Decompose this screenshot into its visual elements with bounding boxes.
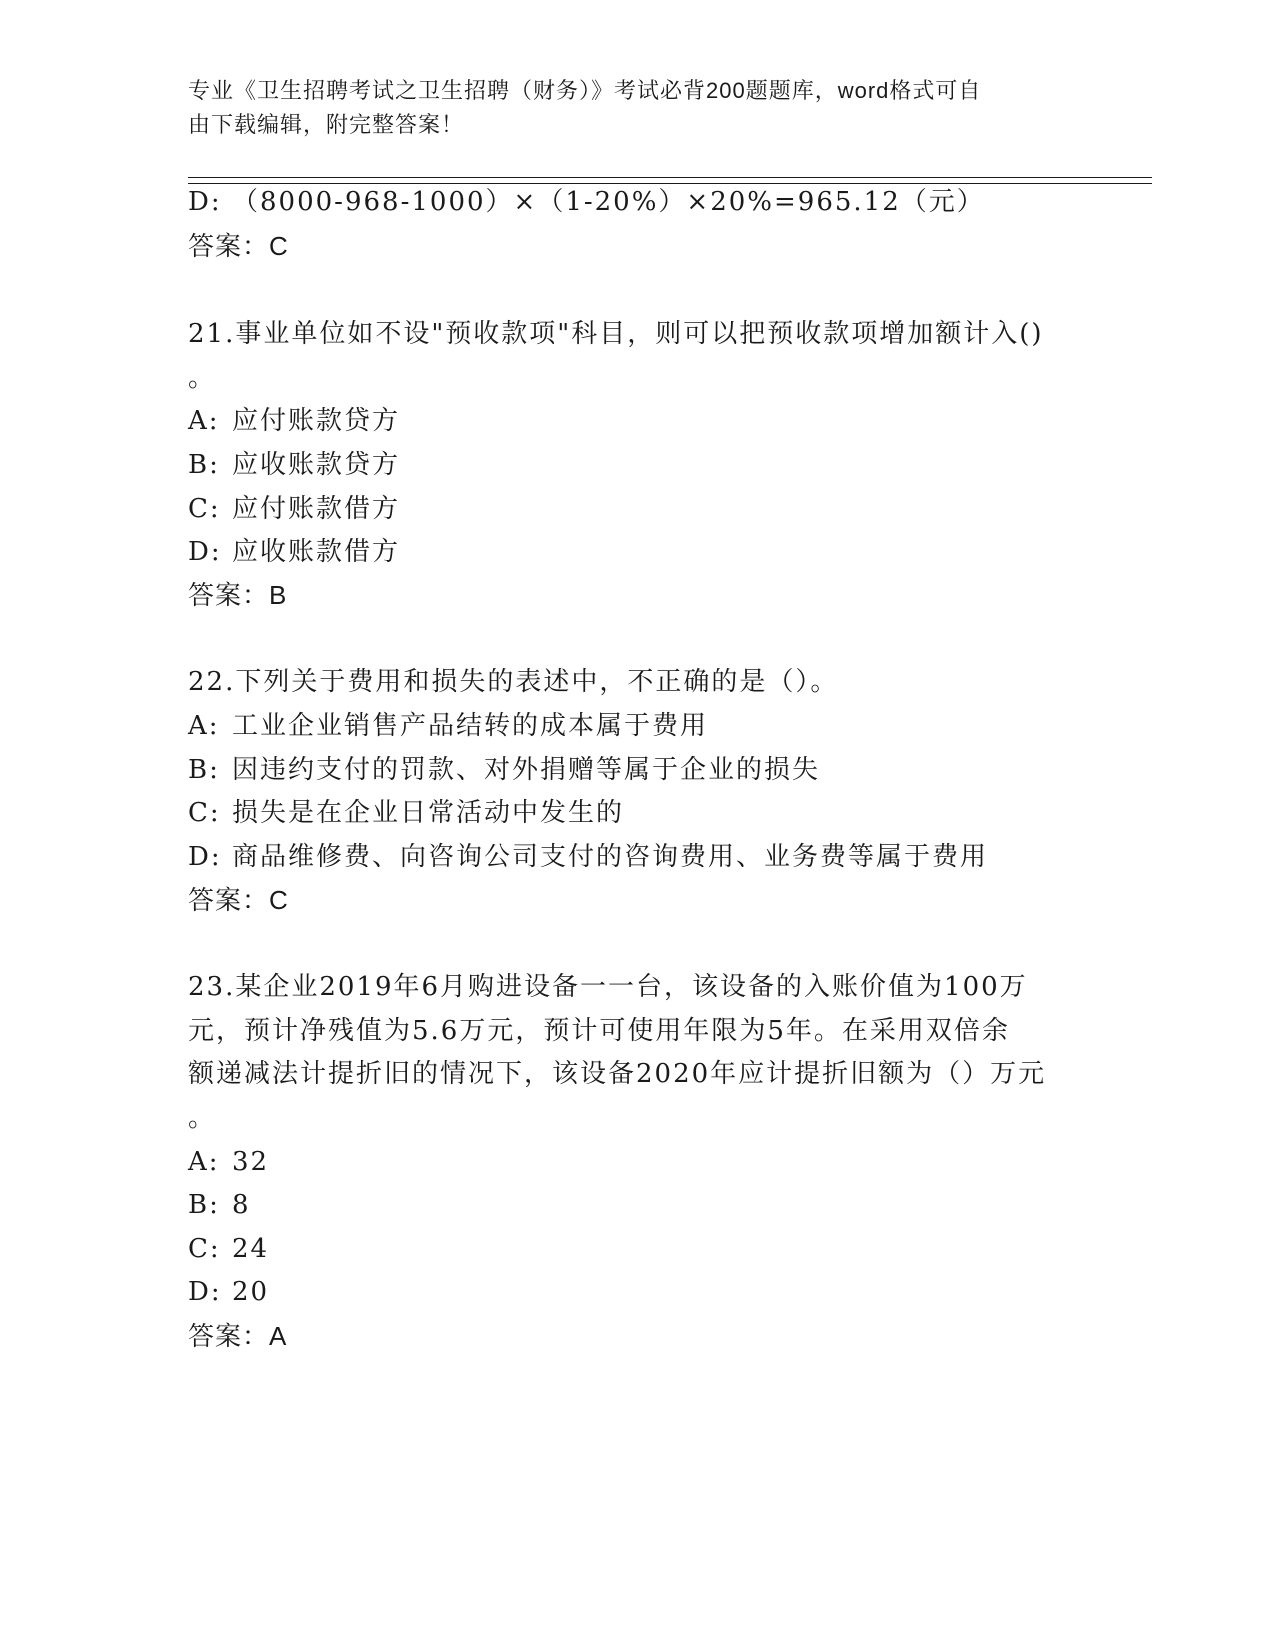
q22-option-c <box>188 798 624 828</box>
option-label: A: <box>188 1147 220 1177</box>
q21-stem-line-1: 21.事业单位如不设"预收款项"科目，则可以把预收款项增加额计入() <box>188 319 1044 349</box>
header-rule-top <box>188 177 1152 178</box>
q21-option-b-text: 应收账款贷方 <box>232 450 401 480</box>
header-title-line-1: 专业《卫生招聘考试之卫生招聘（财务）》考试必背200题题库，word格式可自 <box>188 78 982 103</box>
option-label: C: <box>188 798 221 828</box>
q22-option-d-text: 商品维修费、向咨询公司支付的咨询费用、业务费等属于费用 <box>232 842 989 872</box>
option-label: D: <box>188 537 222 567</box>
header-rule-bottom <box>188 183 1152 184</box>
q23-stem-line-3: 额递减法计提折旧的情况下，该设备2020年应计提折旧额为（）万元 <box>188 1059 1047 1089</box>
q21-option-c-text: 应付账款借方 <box>232 494 401 524</box>
prev-option-d <box>188 187 985 217</box>
q23-option-b-text: 8 <box>232 1190 251 1220</box>
q22-option-b-text: 因违约支付的罚款、对外捐赠等属于企业的损失 <box>232 755 821 785</box>
option-label: D: <box>188 842 222 872</box>
prev-answer: 答案：C <box>188 231 289 261</box>
q23-option-a <box>188 1147 269 1177</box>
option-label: C: <box>188 494 221 524</box>
q23-option-c <box>188 1234 269 1264</box>
q21-option-d-text: 应收账款借方 <box>232 537 401 567</box>
q21-option-d <box>188 537 400 567</box>
q22-answer: 答案：C <box>188 885 289 915</box>
option-label: B: <box>188 1190 220 1220</box>
option-label: D: <box>188 1277 222 1307</box>
q22-option-a <box>188 711 708 741</box>
q23-stem-line-4: 。 <box>188 1103 217 1133</box>
document-header <box>188 74 1068 142</box>
option-label: A: <box>188 406 220 436</box>
q22-option-d <box>188 842 988 872</box>
header-title-line-2: 由下载编辑，附完整答案！ <box>188 112 465 137</box>
q21-option-a-text: 应付账款贷方 <box>232 406 401 436</box>
option-label: C: <box>188 1234 221 1264</box>
q21-answer: 答案：B <box>188 580 288 610</box>
q23-option-d <box>188 1277 269 1307</box>
q22-stem: 22.下列关于费用和损失的表述中，不正确的是（）。 <box>188 667 839 697</box>
q23-option-a-text: 32 <box>232 1147 270 1177</box>
q23-option-b <box>188 1190 251 1220</box>
q21-option-b <box>188 450 400 480</box>
q23-stem-line-2: 元，预计净残值为5.6万元，预计可使用年限为5年。在采用双倍余 <box>188 1016 1010 1046</box>
q22-option-c-text: 损失是在企业日常活动中发生的 <box>232 798 625 828</box>
q21-option-c <box>188 494 400 524</box>
q23-stem-line-1: 23.某企业2019年6月购进设备一一台，该设备的入账价值为100万 <box>188 972 1028 1002</box>
q21-option-a <box>188 406 400 436</box>
q23-answer: 答案：A <box>188 1321 288 1351</box>
q22-option-a-text: 工业企业销售产品结转的成本属于费用 <box>232 711 709 741</box>
option-label: A: <box>188 711 220 741</box>
q23-option-d-text: 20 <box>232 1277 270 1307</box>
option-label: B: <box>188 450 220 480</box>
prev-option-d-text: （8000-968-1000）×（1-20%）×20%=965.12（元） <box>232 187 985 217</box>
q23-option-c-text: 24 <box>232 1234 270 1264</box>
option-label: B: <box>188 755 220 785</box>
option-label: D: <box>188 187 222 217</box>
q21-stem-line-2: 。 <box>188 363 217 393</box>
q22-option-b <box>188 755 820 785</box>
